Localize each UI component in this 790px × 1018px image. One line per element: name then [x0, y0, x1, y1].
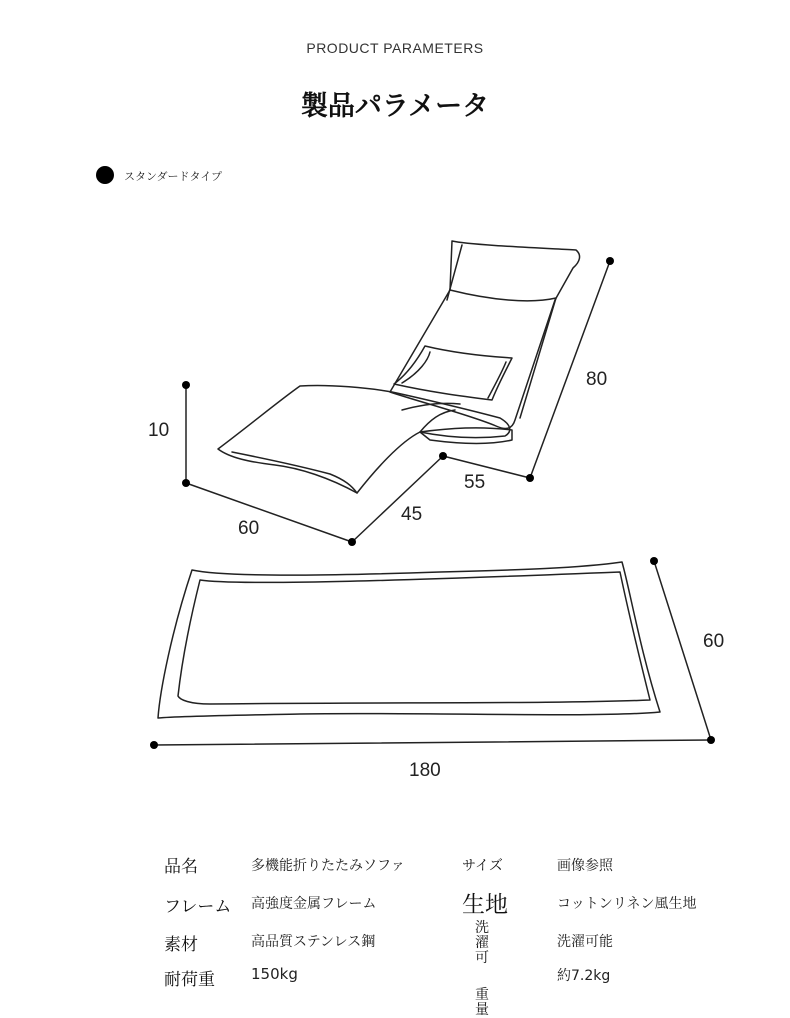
page-title: 製品パラメータ [300, 91, 490, 122]
dim-line-180 [154, 740, 711, 745]
spec-label-fabric: 生地 [462, 892, 508, 918]
spec-label-name: 品名 [164, 857, 198, 877]
spec-label-weight: 重量 [475, 987, 489, 1018]
flat-mattress-inner [178, 572, 650, 704]
spec-label-load: 耐荷重 [164, 970, 215, 990]
dim-label-back-height: 80 [586, 369, 608, 390]
dim-label-front-depth: 45 [401, 504, 423, 525]
dim-endpoint-icon [606, 257, 614, 265]
subtitle: PRODUCT PARAMETERS [306, 40, 484, 56]
spec-label-washable: 洗濯可 [475, 920, 489, 966]
dim-label-flat-width: 60 [703, 631, 725, 652]
sofa-base [420, 428, 512, 444]
spec-value-material: 高品質ステンレス鋼 [251, 934, 376, 950]
spec-label-size: サイズ [462, 858, 503, 874]
spec-value-washable: 洗濯可能 [557, 934, 613, 950]
dim-endpoint-icon [150, 741, 158, 749]
type-label: スタンダードタイプ [124, 170, 223, 183]
spec-value-name: 多機能折りたたみソファ [251, 858, 405, 874]
dim-endpoint-icon [707, 736, 715, 744]
dim-line-60 [186, 483, 352, 542]
dim-line-55 [443, 456, 530, 478]
dim-label-width: 60 [238, 518, 260, 539]
spec-label-material: 素材 [164, 935, 198, 955]
spec-value-fabric: コットンリネン風生地 [557, 896, 697, 912]
dim-endpoint-icon [439, 452, 447, 460]
flat-mattress [158, 562, 660, 718]
sofa-backrest [390, 241, 580, 428]
dim-endpoint-icon [182, 479, 190, 487]
spec-value-weight: 約7.2kg [557, 968, 611, 984]
dim-label-flat-length: 180 [409, 760, 441, 781]
dim-endpoint-icon [182, 381, 190, 389]
spec-label-frame: フレーム [164, 897, 232, 917]
dim-line-45 [352, 456, 443, 542]
dim-endpoint-icon [526, 474, 534, 482]
spec-value-frame: 高強度金属フレーム [251, 896, 377, 912]
dim-endpoint-icon [348, 538, 356, 546]
spec-value-load: 150kg [251, 965, 298, 983]
sofa-backrest-inner [447, 245, 556, 418]
dim-endpoint-icon [650, 557, 658, 565]
spec-value-size: 画像参照 [557, 858, 613, 874]
dim-label-height: 10 [148, 420, 170, 441]
dim-label-seat-depth: 55 [464, 472, 486, 493]
